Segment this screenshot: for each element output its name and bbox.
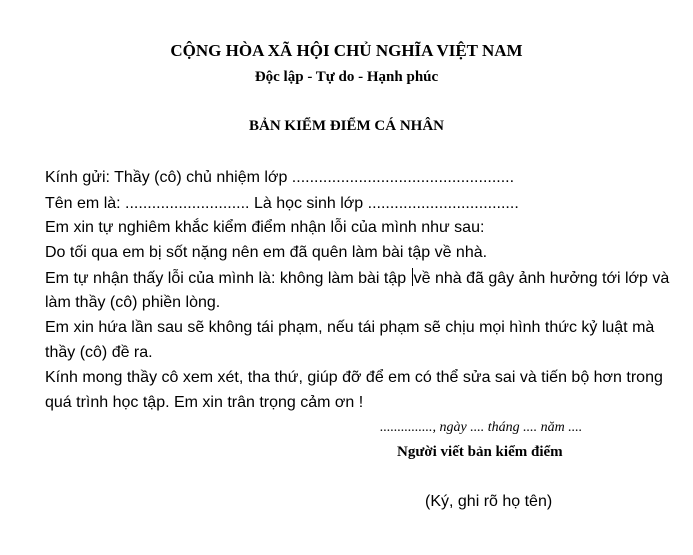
- body-line: Kính mong thầy cô xem xét, tha thứ, giúp đỡ để em có thể sửa sai và tiến bộ hơn trong: [45, 369, 663, 386]
- signer-label: Người viết bản kiểm điểm: [397, 444, 563, 460]
- body-line: Em xin tự nghiêm khắc kiểm điểm nhận lỗi của mình như sau:: [45, 219, 485, 236]
- motto: Độc lập - Tự do - Hạnh phúc: [254, 69, 439, 85]
- body-text: Em tự nhận thấy lỗi của mình là: không làm bài tập: [45, 270, 407, 287]
- body-line: làm thầy (cô) phiền lòng.: [45, 294, 221, 311]
- document-title: BẢN KIỂM ĐIỂM CÁ NHÂN: [249, 118, 444, 134]
- body-line: [45, 268, 669, 289]
- body-line: Do tối qua em bị sốt nặng nên em đã quên làm bài tập về nhà.: [45, 244, 488, 261]
- date-line: ..............., ngày .... tháng .... năm ....: [380, 420, 583, 435]
- country-header: CỘNG HÒA XÃ HỘI CHỦ NGHĨA VIỆT NAM: [170, 41, 523, 60]
- body-line: Tên em là: ............................ Là học sinh lớp ..................................: [45, 195, 519, 212]
- signature-instruction: (Ký, ghi rõ họ tên): [425, 493, 553, 510]
- body-text: về nhà đã gây ảnh hưởng tới lớp và: [413, 270, 670, 287]
- body-line: Em xin hứa lần sau sẽ không tái phạm, nếu tái phạm sẽ chịu mọi hình thức kỷ luật mà: [45, 319, 655, 336]
- text-cursor: [412, 268, 413, 286]
- body-line: thầy (cô) đề ra.: [45, 344, 153, 361]
- body-line: Kính gửi: Thầy (cô) chủ nhiệm lớp ..................................................: [45, 169, 515, 186]
- body-line: quá trình học tập. Em xin trân trọng cảm ơn !: [45, 394, 364, 411]
